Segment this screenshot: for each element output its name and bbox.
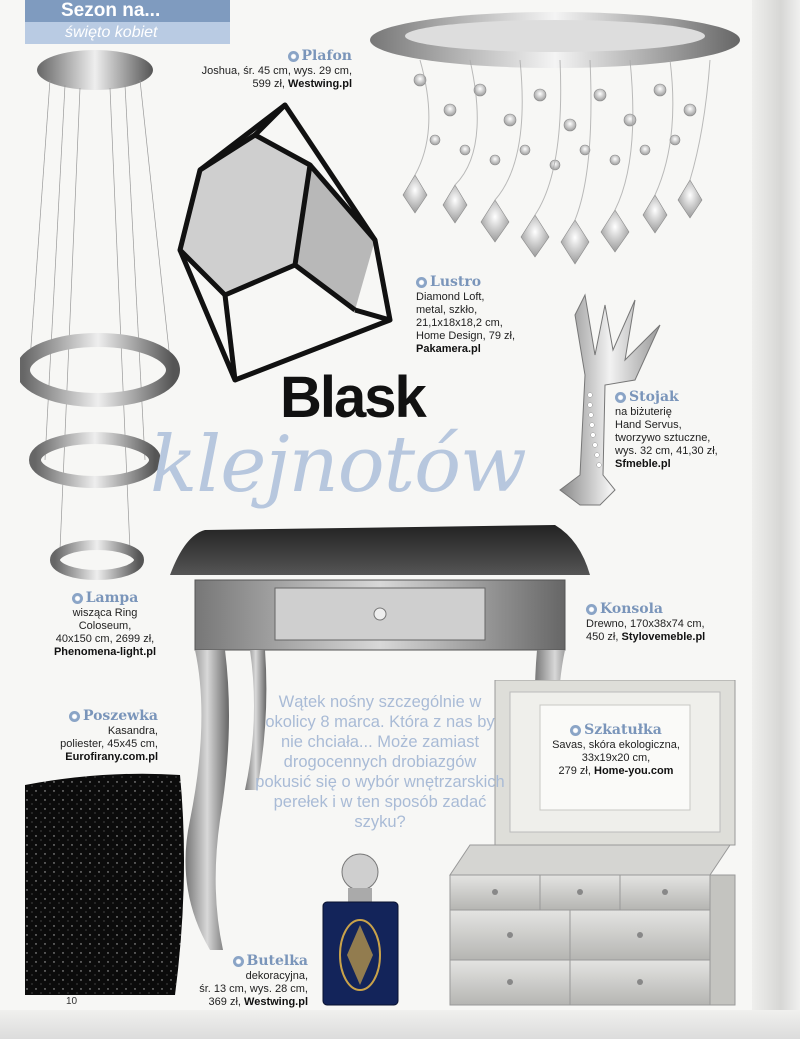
caption-line: 40x150 cm, 2699 zł,	[55, 633, 155, 645]
flower-bullet-icon	[615, 392, 626, 403]
intro-paragraph: Wątek nośny szczególnie w okolicy 8 marca. Która z nas by nie chciała... Może zamiast drogocennych drobiazgów pokusić się o wybór wnętrzarskich perełek i w ten sposób zadać szyku?	[255, 693, 505, 831]
caption-line: metal, szkło,	[416, 304, 478, 316]
caption-line: Home Design, 79 zł,	[416, 330, 516, 342]
caption-shop-link[interactable]: Eurofirany.com.pl	[65, 751, 158, 763]
caption-line: Hand Servus,	[615, 419, 682, 431]
flower-bullet-icon	[288, 51, 299, 62]
caption-shop-link[interactable]: Home-you.com	[594, 765, 674, 777]
caption-line: 21,1x18x18,2 cm,	[416, 317, 503, 329]
caption-shop-link[interactable]: Westwing.pl	[288, 78, 352, 90]
headline-script-word: klejnotów	[150, 420, 526, 510]
caption-shop-link[interactable]: Sfmeble.pl	[615, 458, 671, 470]
caption-shop-link[interactable]: Pakamera.pl	[416, 343, 481, 355]
caption-title: Lustro	[430, 274, 482, 290]
caption-shop-link[interactable]: Westwing.pl	[244, 996, 308, 1008]
caption-shop-link[interactable]: Phenomena-light.pl	[53, 646, 157, 658]
poszewka-cushion-image	[25, 770, 185, 1000]
caption-price: 450 zł,	[586, 631, 619, 643]
section-banner-title: Sezon na...	[25, 0, 230, 22]
caption-lustro	[416, 274, 556, 356]
page-number: 10	[66, 996, 78, 1007]
butelka-bottle-image	[318, 850, 403, 1008]
page-spine	[752, 0, 800, 1039]
caption-line: 33x19x20 cm,	[581, 752, 651, 764]
flower-bullet-icon	[586, 604, 597, 615]
section-banner	[25, 0, 230, 44]
caption-stojak	[615, 389, 745, 471]
caption-line: Joshua, śr. 45 cm, wys. 29 cm,	[201, 65, 352, 77]
caption-szkatulka	[543, 722, 689, 778]
flower-bullet-icon	[416, 277, 427, 288]
caption-line: na biżuterię	[615, 406, 672, 418]
caption-title: Poszewka	[82, 708, 158, 724]
caption-price: 279 zł,	[558, 765, 591, 777]
caption-lampa	[40, 590, 170, 659]
page-bottom-edge	[0, 1010, 800, 1039]
flower-bullet-icon	[570, 725, 581, 736]
caption-title: Szkatułka	[584, 722, 662, 738]
caption-line: wys. 32 cm, 41,30 zł,	[615, 445, 718, 457]
caption-line: Coloseum,	[78, 620, 132, 632]
headline-bold-word: Blask	[280, 365, 425, 430]
caption-line: Diamond Loft,	[416, 291, 485, 303]
plafon-chandelier-image	[360, 0, 750, 280]
caption-line: śr. 13 cm, wys. 28 cm,	[199, 983, 308, 995]
lustro-geometric-mirror-image	[160, 100, 410, 385]
caption-line: tworzywo sztuczne,	[615, 432, 711, 444]
caption-title: Konsola	[600, 601, 663, 617]
flower-bullet-icon	[233, 956, 244, 967]
caption-line: Drewno, 170x38x74 cm,	[586, 618, 705, 630]
caption-title: Plafon	[301, 48, 352, 64]
caption-line: Kasandra,	[107, 725, 158, 737]
caption-price: 599 zł,	[252, 78, 285, 90]
caption-title: Butelka	[246, 953, 308, 969]
caption-line: poliester, 45x45 cm,	[60, 738, 158, 750]
caption-plafon	[190, 48, 352, 91]
section-banner-subtitle: święto kobiet	[25, 22, 230, 44]
flower-bullet-icon	[69, 711, 80, 722]
caption-poszewka	[30, 708, 158, 764]
caption-price: 369 zł,	[208, 996, 241, 1008]
caption-line: Savas, skóra ekologiczna,	[552, 739, 680, 751]
caption-line: wisząca Ring	[72, 607, 138, 619]
caption-line: dekoracyjna,	[245, 970, 308, 982]
caption-title: Stojak	[629, 389, 679, 405]
caption-shop-link[interactable]: Stylovemeble.pl	[621, 631, 706, 643]
caption-butelka	[196, 953, 308, 1009]
caption-konsola	[586, 601, 736, 644]
flower-bullet-icon	[72, 593, 83, 604]
caption-title: Lampa	[85, 590, 139, 606]
